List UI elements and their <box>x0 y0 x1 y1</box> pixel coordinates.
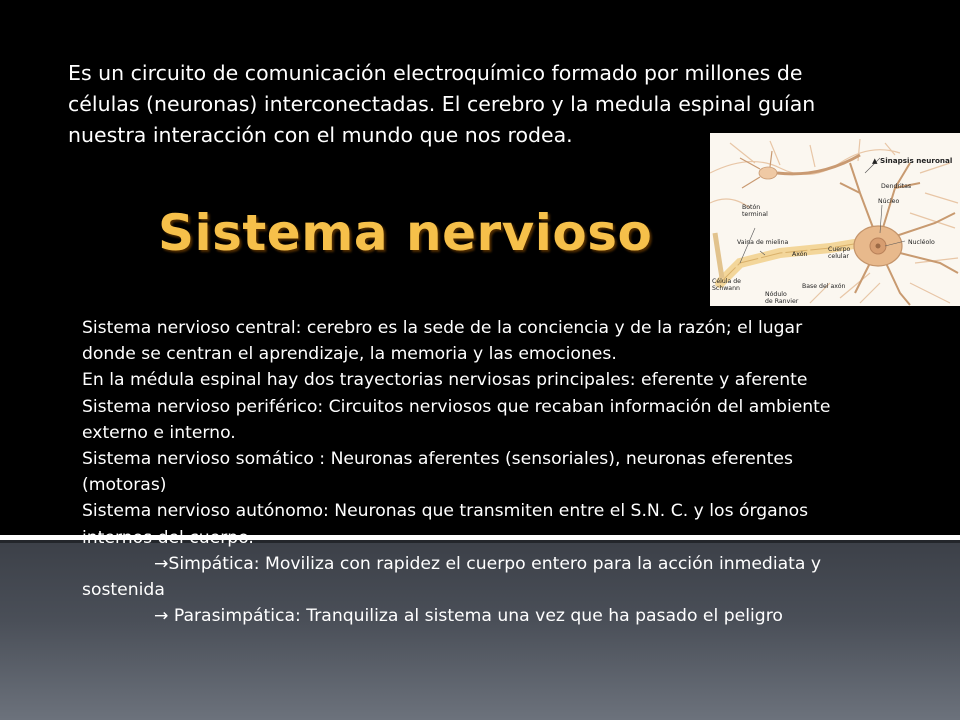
paragraph-periferico: Sistema nervioso periférico: Circuitos nerviosos que recaban información del ambiente externo e interno. <box>82 396 831 443</box>
body-text <box>82 315 852 629</box>
label-nodulo-2: de Ranvier <box>765 298 799 305</box>
small-neuron <box>740 151 860 188</box>
label-boton-1: Botón <box>742 204 761 211</box>
arrow-icon: → <box>154 606 169 627</box>
label-sinapsis: ▲ Sinapsis neuronal <box>872 156 953 165</box>
label-boton-2: terminal <box>742 211 768 218</box>
paragraph-somatico: Sistema nervioso somático : Neuronas aferentes (sensoriales), neuronas eferentes (motoras) <box>82 449 793 496</box>
label-cuerpo-2: celular <box>828 253 849 260</box>
slide-title: Sistema nervioso <box>158 204 653 262</box>
cell-body <box>854 226 902 266</box>
label-dendritas: Dendritas <box>881 183 912 190</box>
parasimpatica-text: Parasimpática: Tranquiliza al sistema una vez que ha pasado el peligro <box>168 606 783 627</box>
label-cuerpo-1: Cuerpo <box>828 246 851 253</box>
label-nodulo-1: Nódulo <box>765 291 787 298</box>
label-celula-1: Célula de <box>712 278 741 285</box>
label-axon: Axón <box>792 251 808 258</box>
label-vaina: Vaina de mielina <box>737 239 789 246</box>
paragraph-parasimpatica <box>82 603 852 629</box>
paragraph-simpatica <box>82 551 852 603</box>
paragraph-central: Sistema nervioso central: cerebro es la sede de la conciencia y de la razón; el lugar donde se centran el aprendizaje, la memoria y las emociones. <box>82 318 803 365</box>
paragraph-autonomo: Sistema nervioso autónomo: Neuronas que transmiten entre el S.N. C. y los órganos internos del cuerpo. <box>82 501 809 548</box>
neuron-diagram <box>710 133 960 306</box>
label-nucleolo: Nucléolo <box>908 239 935 246</box>
label-nucleo: Núcleo <box>878 198 900 205</box>
neuron-illustration <box>710 133 960 306</box>
arrow-icon: → <box>154 553 169 574</box>
label-base: Base del axón <box>802 283 846 290</box>
paragraph-medula: En la médula espinal hay dos trayectorias nerviosas principales: eferente y aferente <box>82 370 808 391</box>
simpatica-text: Simpática: Moviliza con rapidez el cuerpo entero para la acción inmediata y sostenida <box>82 553 822 601</box>
label-celula-2: Schwann <box>712 285 740 292</box>
intro-text: Es un circuito de comunicación electroquímico formado por millones de células (neuronas) interconectadas. El cerebro y la medula espinal guían nuestra interacción con el mundo que nos rodea. <box>68 61 816 147</box>
